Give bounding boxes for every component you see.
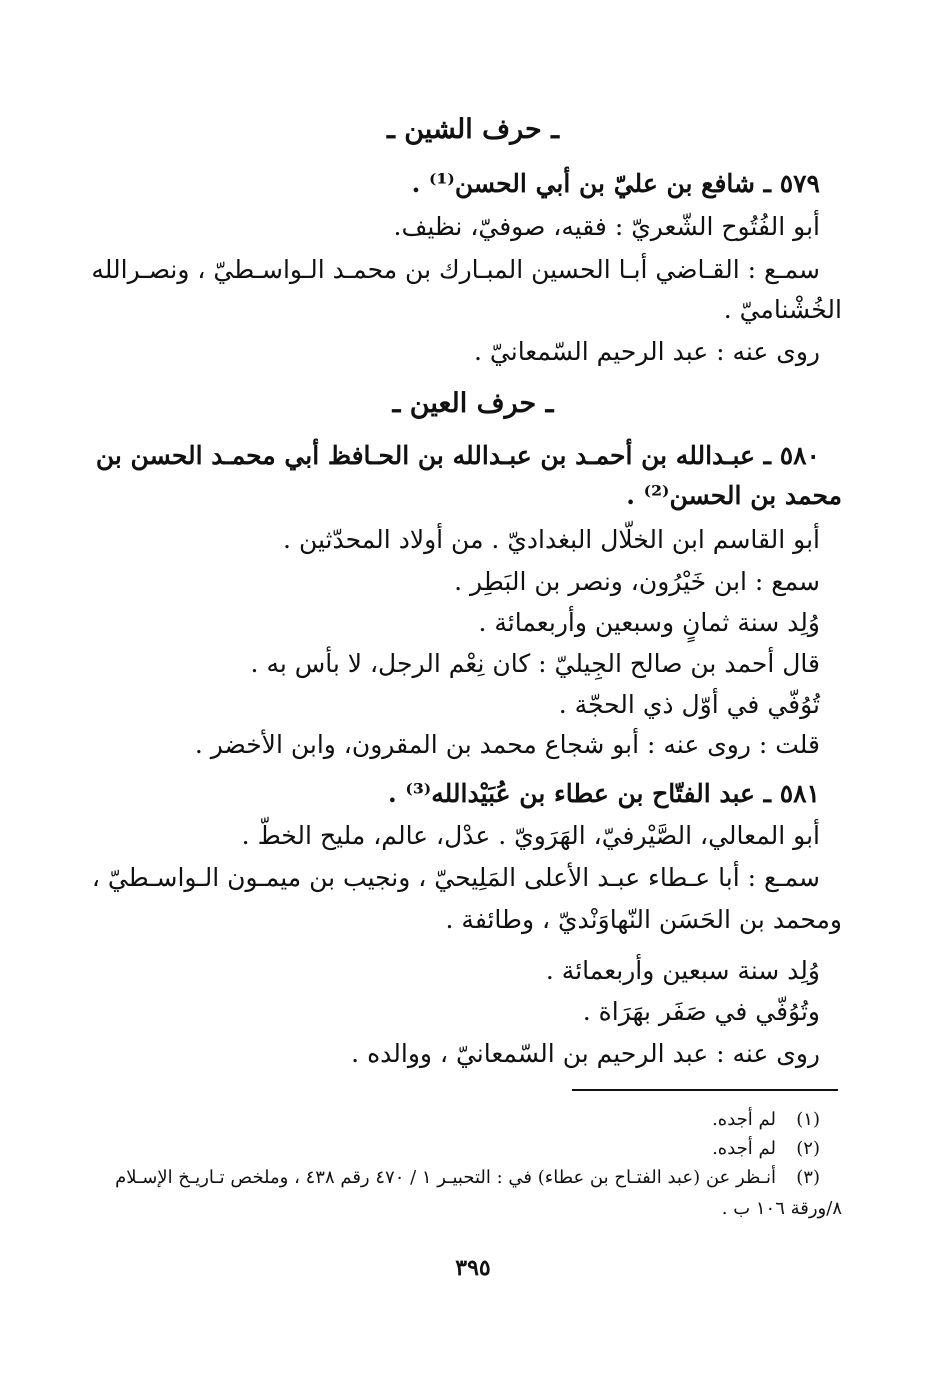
entry-581-line-3: ومحمد بن الحَسَن النّهاوَنْديّ ، وطائفة . [445,905,842,934]
section-heading-shin: ـ حرف الشين ـ [386,114,560,145]
section-heading-ain: ـ حرف العين ـ [392,388,554,419]
footnote-number: (١) [796,1109,820,1130]
entry-580-line-5: تُوُفّي في أوّل ذي الحجّة . [558,690,820,719]
footnote-3 [115,1165,820,1191]
footnote-number: (٣) [796,1167,820,1188]
entry-581-line-6: روى عنه : عبد الرحيم بن السّمعانيّ ، ووالده . [351,1039,820,1068]
footnote-text: أنـظر عن (عبد الفتـاح بن عطاء) في : التحبيـر ١ / ٤٧٠ رقم ٤٣٨ ، وملخص تـاريـخ الإسـلام [115,1167,776,1188]
entry-580-line-3: وُلِد سنة ثمانٍ وسبعين وأربعمائة . [478,608,820,637]
entry-581-line-5: وتُوُفّي في صَفَر بهَرَاة . [582,997,820,1026]
entry-581-line-2: سمـع : أبا عـطاء عبـد الأعلى المَلِيحيّ ، ونجيب بن ميمـون الـواسـطيّ ، [91,863,820,892]
footnote-1 [120,1107,820,1133]
entry-581-title: ٥٨١ ـ عبد الفتّاح بن عطاء بن عُبَيْدالله⁽³⁾ . [387,779,820,808]
entry-580-title-line-2: محمد بن الحسن⁽²⁾ . [626,481,842,510]
entry-579-line-2: سمـع : القـاضي أبـا الحسين المبـارك بن محمـد الـواسـطيّ ، ونصـرالله [91,255,820,284]
footnote-text: لم أجده. [712,1138,776,1159]
footnote-divider [572,1089,838,1091]
footnote-3-continuation: ٨/ورقة ١٠٦ ب . [721,1198,842,1219]
page-number: ٣٩٥ [455,1255,491,1281]
footnote-number: (٢) [796,1138,820,1159]
footnote-text: لم أجده. [712,1109,776,1130]
entry-580-line-6: قلت : روى عنه : أبو شجاع محمد بن المقرون، وابن الأخضر . [194,730,820,759]
entry-580-line-2: سمع : ابن خَيْرُون، ونصر بن البَطِر . [454,567,820,596]
entry-581-line-4: وُلِد سنة سبعين وأربعمائة . [545,956,820,985]
entry-579-title: ٥٧٩ ـ شافع بن عليّ بن أبي الحسن⁽¹⁾ . [411,169,820,198]
entry-579-line-3: الخُشْناميّ . [723,295,842,324]
entry-579-line-4: روى عنه : عبد الرحيم السّمعانيّ . [474,337,820,366]
footnote-2 [120,1136,820,1162]
entry-581-line-1: أبو المعالي، الصَّيْرفيّ، الهَرَويّ . عدْل، عالم، مليح الخطّ . [241,821,820,850]
entry-580-line-1: أبو القاسم ابن الخلّال البغداديّ . من أولاد المحدّثين . [283,525,820,554]
entry-580-line-4: قال أحمد بن صالح الجِيليّ : كان نِعْم الرجل، لا بأس به . [250,649,820,678]
entry-580-title-line-1: ٥٨٠ ـ عبـدالله بن أحمـد بن عبـدالله بن الحـافظ أبي محمـد الحسن بن [95,441,820,470]
entry-579-line-1: أبو الفُتُوح الشّعريّ : فقيه، صوفيّ، نظيف. [393,212,820,241]
